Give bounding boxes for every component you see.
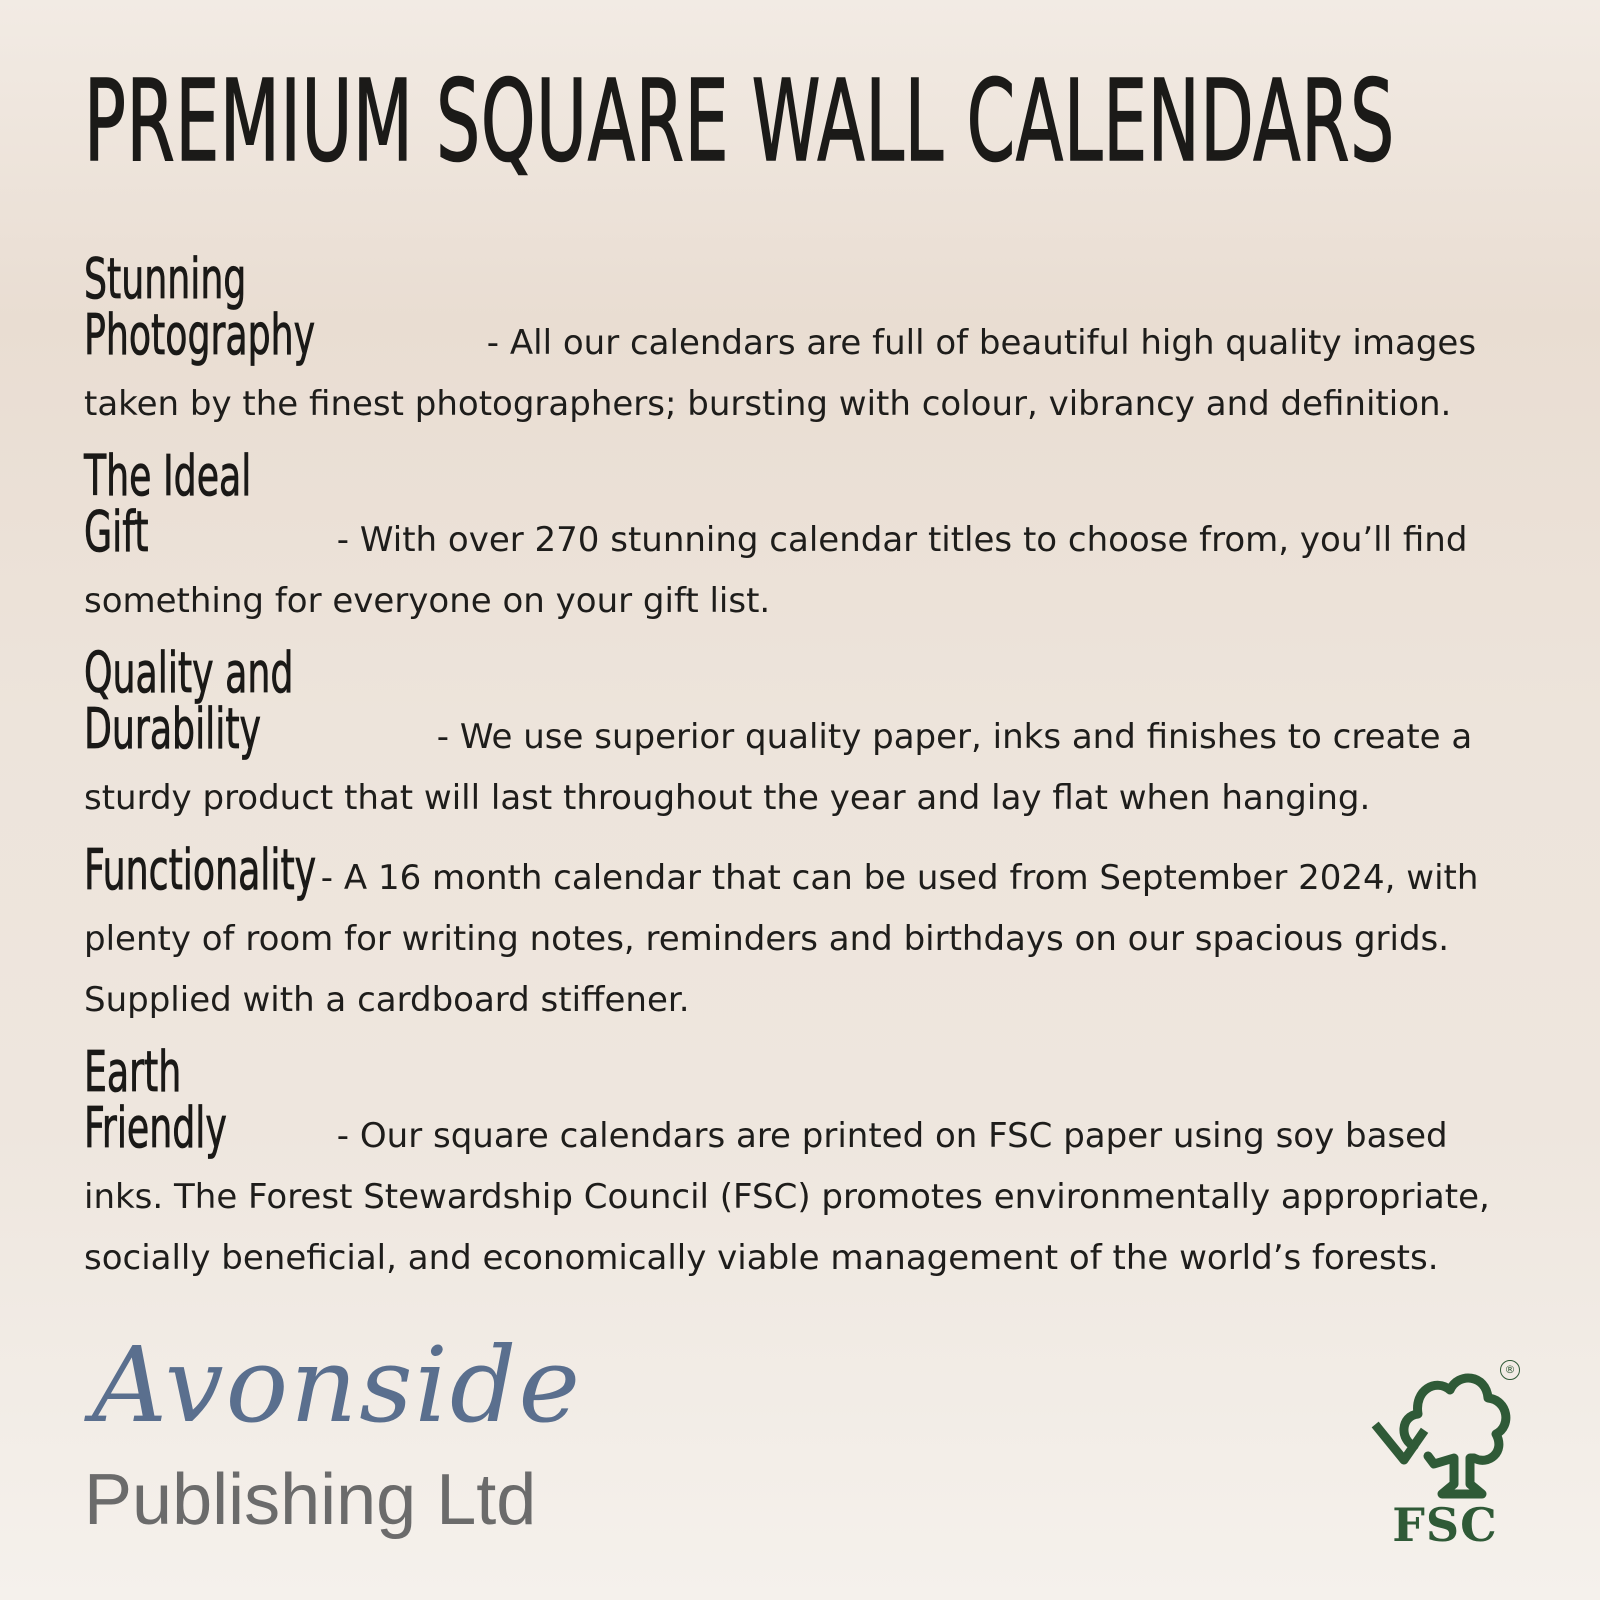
feature-heading: Quality and Durability xyxy=(84,641,294,762)
feature-body: We use superior quality paper, inks and finishes to create a sturdy product that will last throughout the year and lay flat when hanging. xyxy=(84,717,1473,818)
feature-separator: - xyxy=(310,858,344,898)
registered-mark: ® xyxy=(1500,1360,1520,1380)
page-title: PREMIUM SQUARE WALL CALENDARS xyxy=(84,57,1395,187)
feature-heading: The Ideal Gift xyxy=(84,444,252,565)
feature-item xyxy=(84,641,1514,829)
fsc-logo xyxy=(1370,1360,1520,1550)
feature-separator: - xyxy=(326,1116,360,1156)
publisher-logo xyxy=(84,1324,684,1560)
publisher-subtitle: Publishing Ltd xyxy=(84,1460,537,1540)
fsc-tree-check-icon xyxy=(1370,1360,1520,1500)
feature-separator: - xyxy=(426,717,460,757)
feature-body: With over 270 stunning calendar titles to choose from, you’ll find something for everyone on your gift list. xyxy=(84,520,1468,621)
feature-item xyxy=(84,247,1514,435)
feature-body: Our square calendars are printed on FSC paper using soy based inks. The Forest Stewardship Council (FSC) promotes environmentally appropriate, socially beneficial, and economically viable management of the world’s forests. xyxy=(84,1116,1490,1278)
fsc-label: FSC xyxy=(1392,1498,1498,1552)
feature-item xyxy=(84,1040,1514,1289)
feature-separator: - xyxy=(326,520,360,560)
feature-heading: Functionality xyxy=(84,838,317,903)
feature-heading: Earth Friendly xyxy=(84,1040,227,1161)
feature-heading: Stunning Photography xyxy=(84,247,316,368)
feature-item xyxy=(84,444,1514,632)
feature-list xyxy=(84,247,1514,1289)
publisher-name: Avonside xyxy=(92,1324,582,1446)
feature-separator: - xyxy=(476,323,510,363)
feature-body: All our calendars are full of beautiful high quality images taken by the finest photographers; bursting with colour, vibrancy and definition. xyxy=(84,323,1477,424)
feature-body: A 16 month calendar that can be used from September 2024, with plenty of room for writing notes, reminders and birthdays on our spacious grids. Supplied with a cardboard stiffener. xyxy=(84,858,1479,1020)
feature-item xyxy=(84,838,1514,1031)
